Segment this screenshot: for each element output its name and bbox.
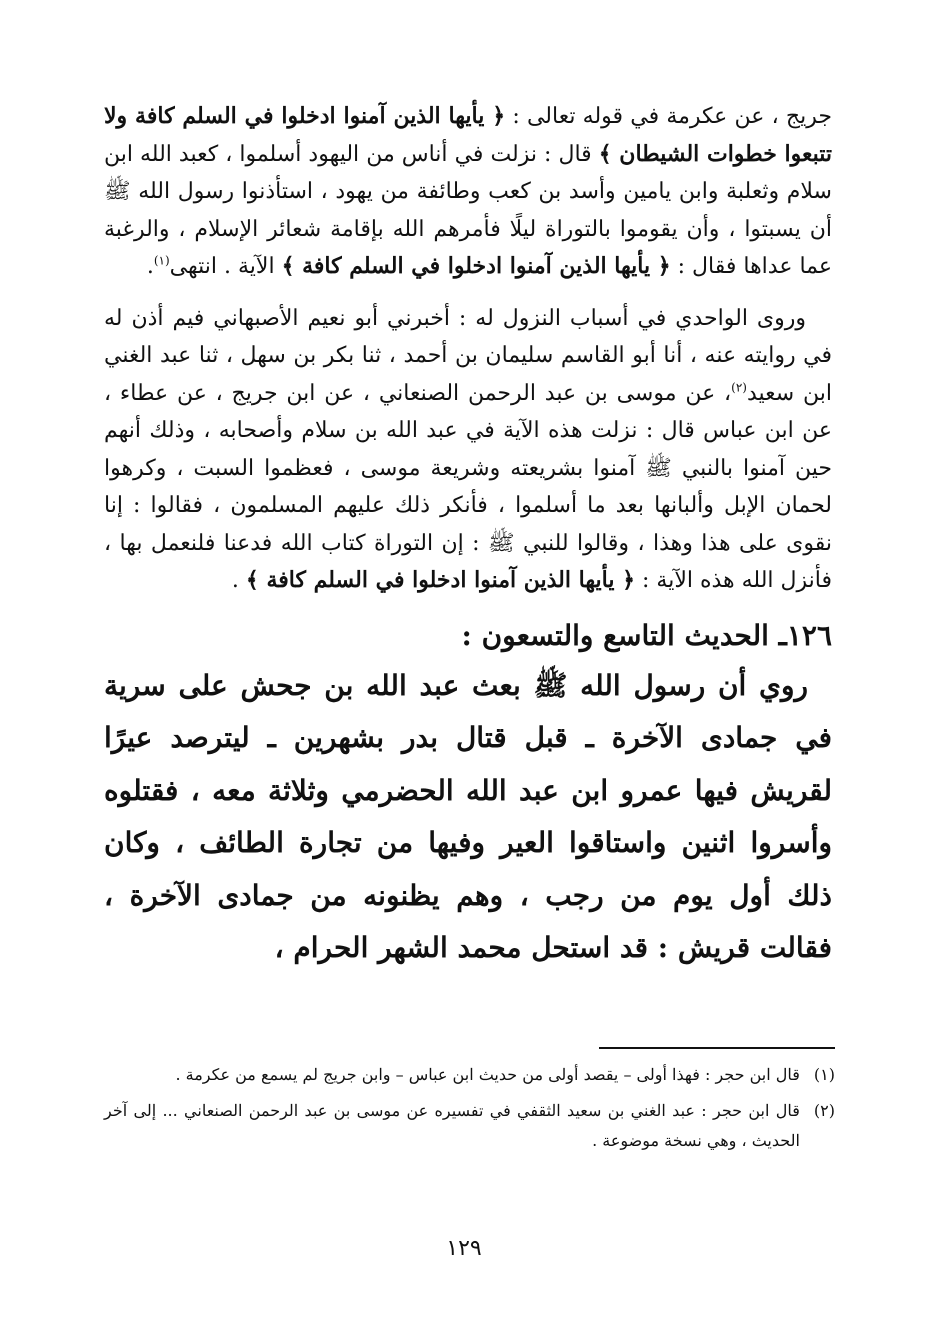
footnote-text: قال ابن حجر : عبد الغني بن سعيد الثقفي في تفسيره عن موسى بن عبد الرحمن الصنعاني ... إلى آخر الحديث ، وهي نسخة موضوعة . xyxy=(104,1101,800,1150)
hadith-text: روي أن رسول الله ﷺ بعث عبد الله بن جحش على سرية في جمادى الآخرة ـ قبل قتال بدر بشهرين ـ ليترصد عيرًا لقريش فيها عمرو ابن عبد الله الحضرمي وثلاثة معه ، فقتلوه وأسروا اثنين واستاقوا العير وفيها من تجارة الطائف ، وكان ذلك أول يوم من رجب ، وهم يظنونه من جمادى الآخرة ، فقالت قريش : قد استحل محمد الشهر الحرام ، xyxy=(104,668,832,964)
quran-quote: ﴿ يأيها الذين آمنوا ادخلوا في السلم كافة ﴾ xyxy=(245,567,635,593)
paragraph-wahidi-narration xyxy=(104,300,832,600)
footnote-item xyxy=(104,1096,835,1156)
footnote-number: (١) xyxy=(813,1065,835,1084)
footnote-text: قال ابن حجر : فهذا أولى – يقصد أولى من حديث ابن عباس – وابن جريج لم يسمع من عكرمة . xyxy=(175,1065,800,1084)
footnote-reference[interactable]: (١) xyxy=(153,253,170,268)
footnote-number: (٢) xyxy=(813,1101,835,1120)
quran-quote: ﴿ يأيها الذين آمنوا ادخلوا في السلم كافة ﴾ xyxy=(281,253,671,279)
paragraph-text: جريج ، عن عكرمة في قوله تعالى : xyxy=(505,104,832,129)
footnote-separator xyxy=(599,1047,835,1049)
paragraph-text: وروى الواحدي في أسباب النزول له : أخبرني أبو نعيم الأصبهاني فيم أذن له في روايته عنه ، أنا أبو القاسم سليمان بن أحمد ، ثنا بكر بن سهل ، ثنا عبد الغني ابن سعيد xyxy=(104,305,832,406)
paragraph-ikrima-narration xyxy=(104,98,832,286)
paragraph-text: الآية . انتهى xyxy=(169,254,282,279)
paragraph-text: قال : نزلت في أناس من اليهود أسلموا ، كعبد الله ابن سلام وثعلبة وابن يامين وأسد بن كعب وطائفة من يهود ، استأذنوا رسول الله ﷺ أن يسبتوا ، وأن يقوموا بالتوراة ليلًا فأمرهم الله بإقامة شعائر الإسلام ، والرغبة عما عداها فقال : xyxy=(104,141,832,279)
hadith-heading: ١٢٦ـ الحديث التاسع والتسعون : xyxy=(461,618,832,652)
paragraph-text: ، عن موسى بن عبد الرحمن الصنعاني ، عن ابن جريج ، عن عطاء ، عن ابن عباس قال : نزلت هذه الآية في عبد الله بن سلام وأصحابه ، وذلك أنهم حين آمنوا بالنبي ﷺ آمنوا بشريعته وشريعة موسى ، فعظموا السبت ، وكرهوا لحمان الإبل وألبانها بعد ما أسلموا ، فأنكر ذلك عليهم المسلمون ، فقالوا : إنا نقوى على هذا وهذا ، وقالوا للنبي ﷺ : إن التوراة كتاب الله فدعنا فلنعمل بها ، فأنزل الله هذه الآية : xyxy=(104,380,832,593)
footnotes xyxy=(104,1060,835,1162)
paragraph-text: . xyxy=(231,568,246,593)
footnote-item xyxy=(104,1060,835,1090)
page-number: ١٢٩ xyxy=(446,1236,482,1261)
quran-quote: ﴿ يأيها الذين آمنوا ادخلوا في السلم كافة ولا تتبعوا خطوات الشيطان ﴾ xyxy=(104,103,832,167)
footnote-reference[interactable]: (٢) xyxy=(731,380,747,395)
paragraph-text: . xyxy=(146,254,154,279)
